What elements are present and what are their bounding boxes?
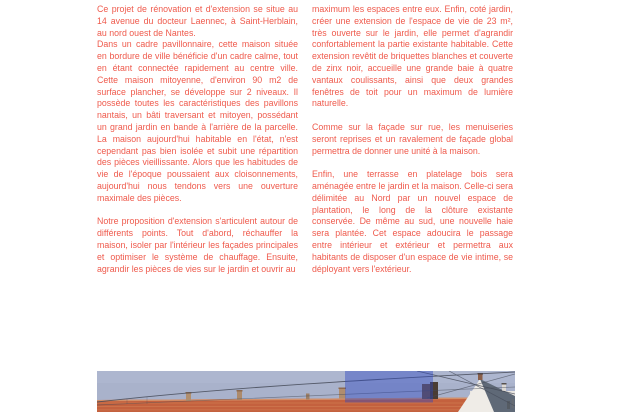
chimney-cap <box>339 388 347 390</box>
paragraph-project-intro <box>97 4 298 205</box>
rooftop-photo-canvas <box>97 371 515 412</box>
chimney-tiny <box>306 394 310 400</box>
photo-roof-tile-row <box>97 409 471 410</box>
chimney-cap <box>237 390 243 392</box>
paragraph-terrace: Enfin, une terrasse en platelage bois sera aménagée entre le jardin et la maison. Celle-ci sera délimitée au Nord par un nouvel espace de plantation, le long de la clôture existante conservée. De même au sud, une nouvelle haie sera plantée. Cet espace adoucira le passage entre intérieur et extérieur et permettra aux habitants de disposer d'un espace de vie intime, se déployant vers l'extérieur. <box>312 169 513 274</box>
paragraph-facade: Comme sur la façade sur rue, les menuiseries seront reprises et un ravalement de façade global permettra de donner une unité à la maison. <box>312 121 513 156</box>
photo-roof-tile-row <box>97 406 471 407</box>
project-context-text: Dans un cadre pavillonnaire, cette maison située en bordure de ville bénéficie d'un cadre calme, tout en étant connectée rapidement au centre ville. Cette maison mitoyenne, d'environ 90 m2 de surface plancher, se développe sur 2 niveaux. Il possède toutes les caractéristiques des pavillons nantais, un bâti traversant et mitoyen, possédant un grand jardin en bande à l'arrière de la parcelle. La maison aujourd'hui habitable en l'état, n'est cependant pas bien isolée et subit une répartition des pièces vieillissante. Alors que les habitudes de vie de l'époque poussaient aux cloisonnements, aujourd'hui nous tendons vers une ouverture maximale des pièces. <box>97 39 298 203</box>
chimney-mid <box>339 388 346 399</box>
slate-roof-white-chimney-cap <box>502 383 507 385</box>
project-location-text: Ce projet de rénovation et d'extension se situe au 14 avenue du docteur Laennec, à Saint-Herblain, au nord ouest de Nantes. <box>97 4 298 38</box>
text-column-left <box>97 4 298 275</box>
photo-blue-overlay-rectangle <box>345 371 433 403</box>
text-column-right <box>312 4 513 275</box>
paragraph-extension-description: maximum les espaces entre eux. Enfin, coté jardin, créer une extension de l'espace de vie de 23 m², très ouverte sur le jardin, elle permet d'agrandir confortablement la partie existante habitable. Cette extension revêtit de briquettes blanches et couverte de zinx noir, accueille une grande baie à quatre vantaux coulissants, ainsi que deux grandes fenêtres de toit pour un maximum de lumière naturelle. <box>312 4 513 109</box>
neighbor-house-window <box>512 399 515 408</box>
rooftop-photo <box>97 371 515 412</box>
paragraph-proposal: Notre proposition d'extension s'articulent autour de différents points. Tout d'abord, réchauffer la maison, isoler par l'intérieur les façades principales et optimiser le système de chauffage. Ensuite, agrandir les pièces de vies sur le jardin et ouvrir au <box>97 216 298 274</box>
